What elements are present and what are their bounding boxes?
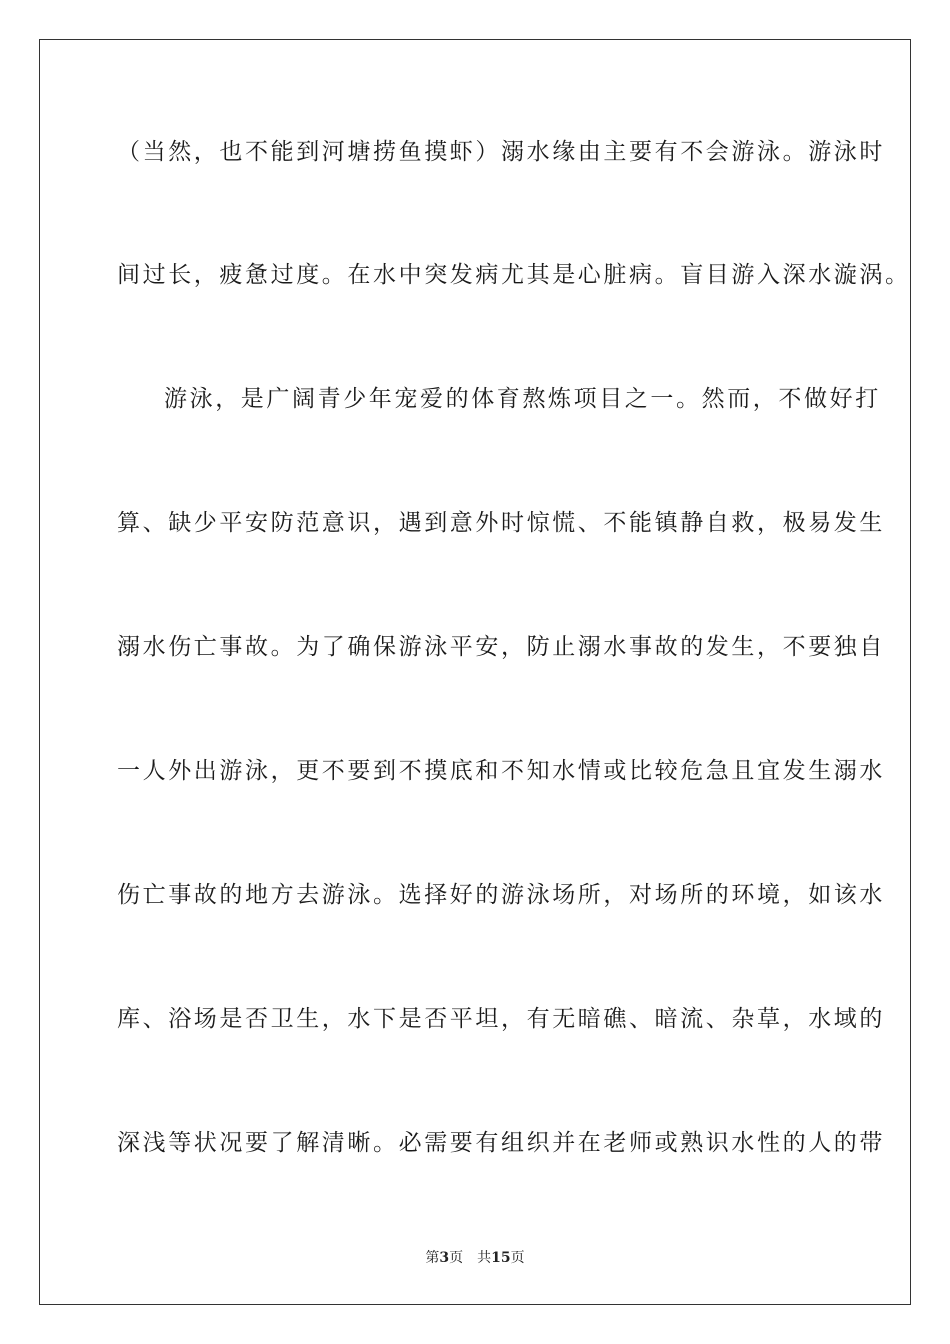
- total-pages: 15: [491, 1250, 511, 1266]
- body-line-1: （当然，也不能到河塘捞鱼摸虾）溺水缘由主要有不会游泳。游泳时: [117, 139, 885, 165]
- body-line-3: 游泳，是广阔青少年宠爱的体育熬炼项目之一。然而，不做好打: [164, 386, 881, 412]
- body-line-2: 间过长，疲惫过度。在水中突发病尤其是心脏病。盲目游入深水漩涡。: [117, 262, 911, 288]
- body-line-5: 溺水伤亡事故。为了确保游泳平安，防止溺水事故的发生，不要独自: [117, 634, 885, 660]
- total-suffix: 页: [510, 1250, 525, 1266]
- body-line-7: 伤亡事故的地方去游泳。选择好的游泳场所，对场所的环境，如该水: [117, 882, 885, 908]
- page-number: 3: [439, 1250, 450, 1266]
- page-footer: [0, 1247, 950, 1267]
- body-line-4: 算、缺少平安防范意识，遇到意外时惊慌、不能镇静自救，极易发生: [117, 510, 885, 536]
- total-prefix: 共: [477, 1250, 492, 1266]
- body-line-9: 深浅等状况要了解清晰。必需要有组织并在老师或熟识水性的人的带: [117, 1130, 885, 1156]
- body-line-8: 库、浴场是否卫生，水下是否平坦，有无暗礁、暗流、杂草，水域的: [117, 1006, 885, 1032]
- body-line-6: 一人外出游泳，更不要到不摸底和不知水情或比较危急且宜发生溺水: [117, 758, 885, 784]
- page-suffix: 页: [449, 1250, 464, 1266]
- page-border: [39, 39, 911, 1305]
- page-prefix: 第: [425, 1250, 440, 1266]
